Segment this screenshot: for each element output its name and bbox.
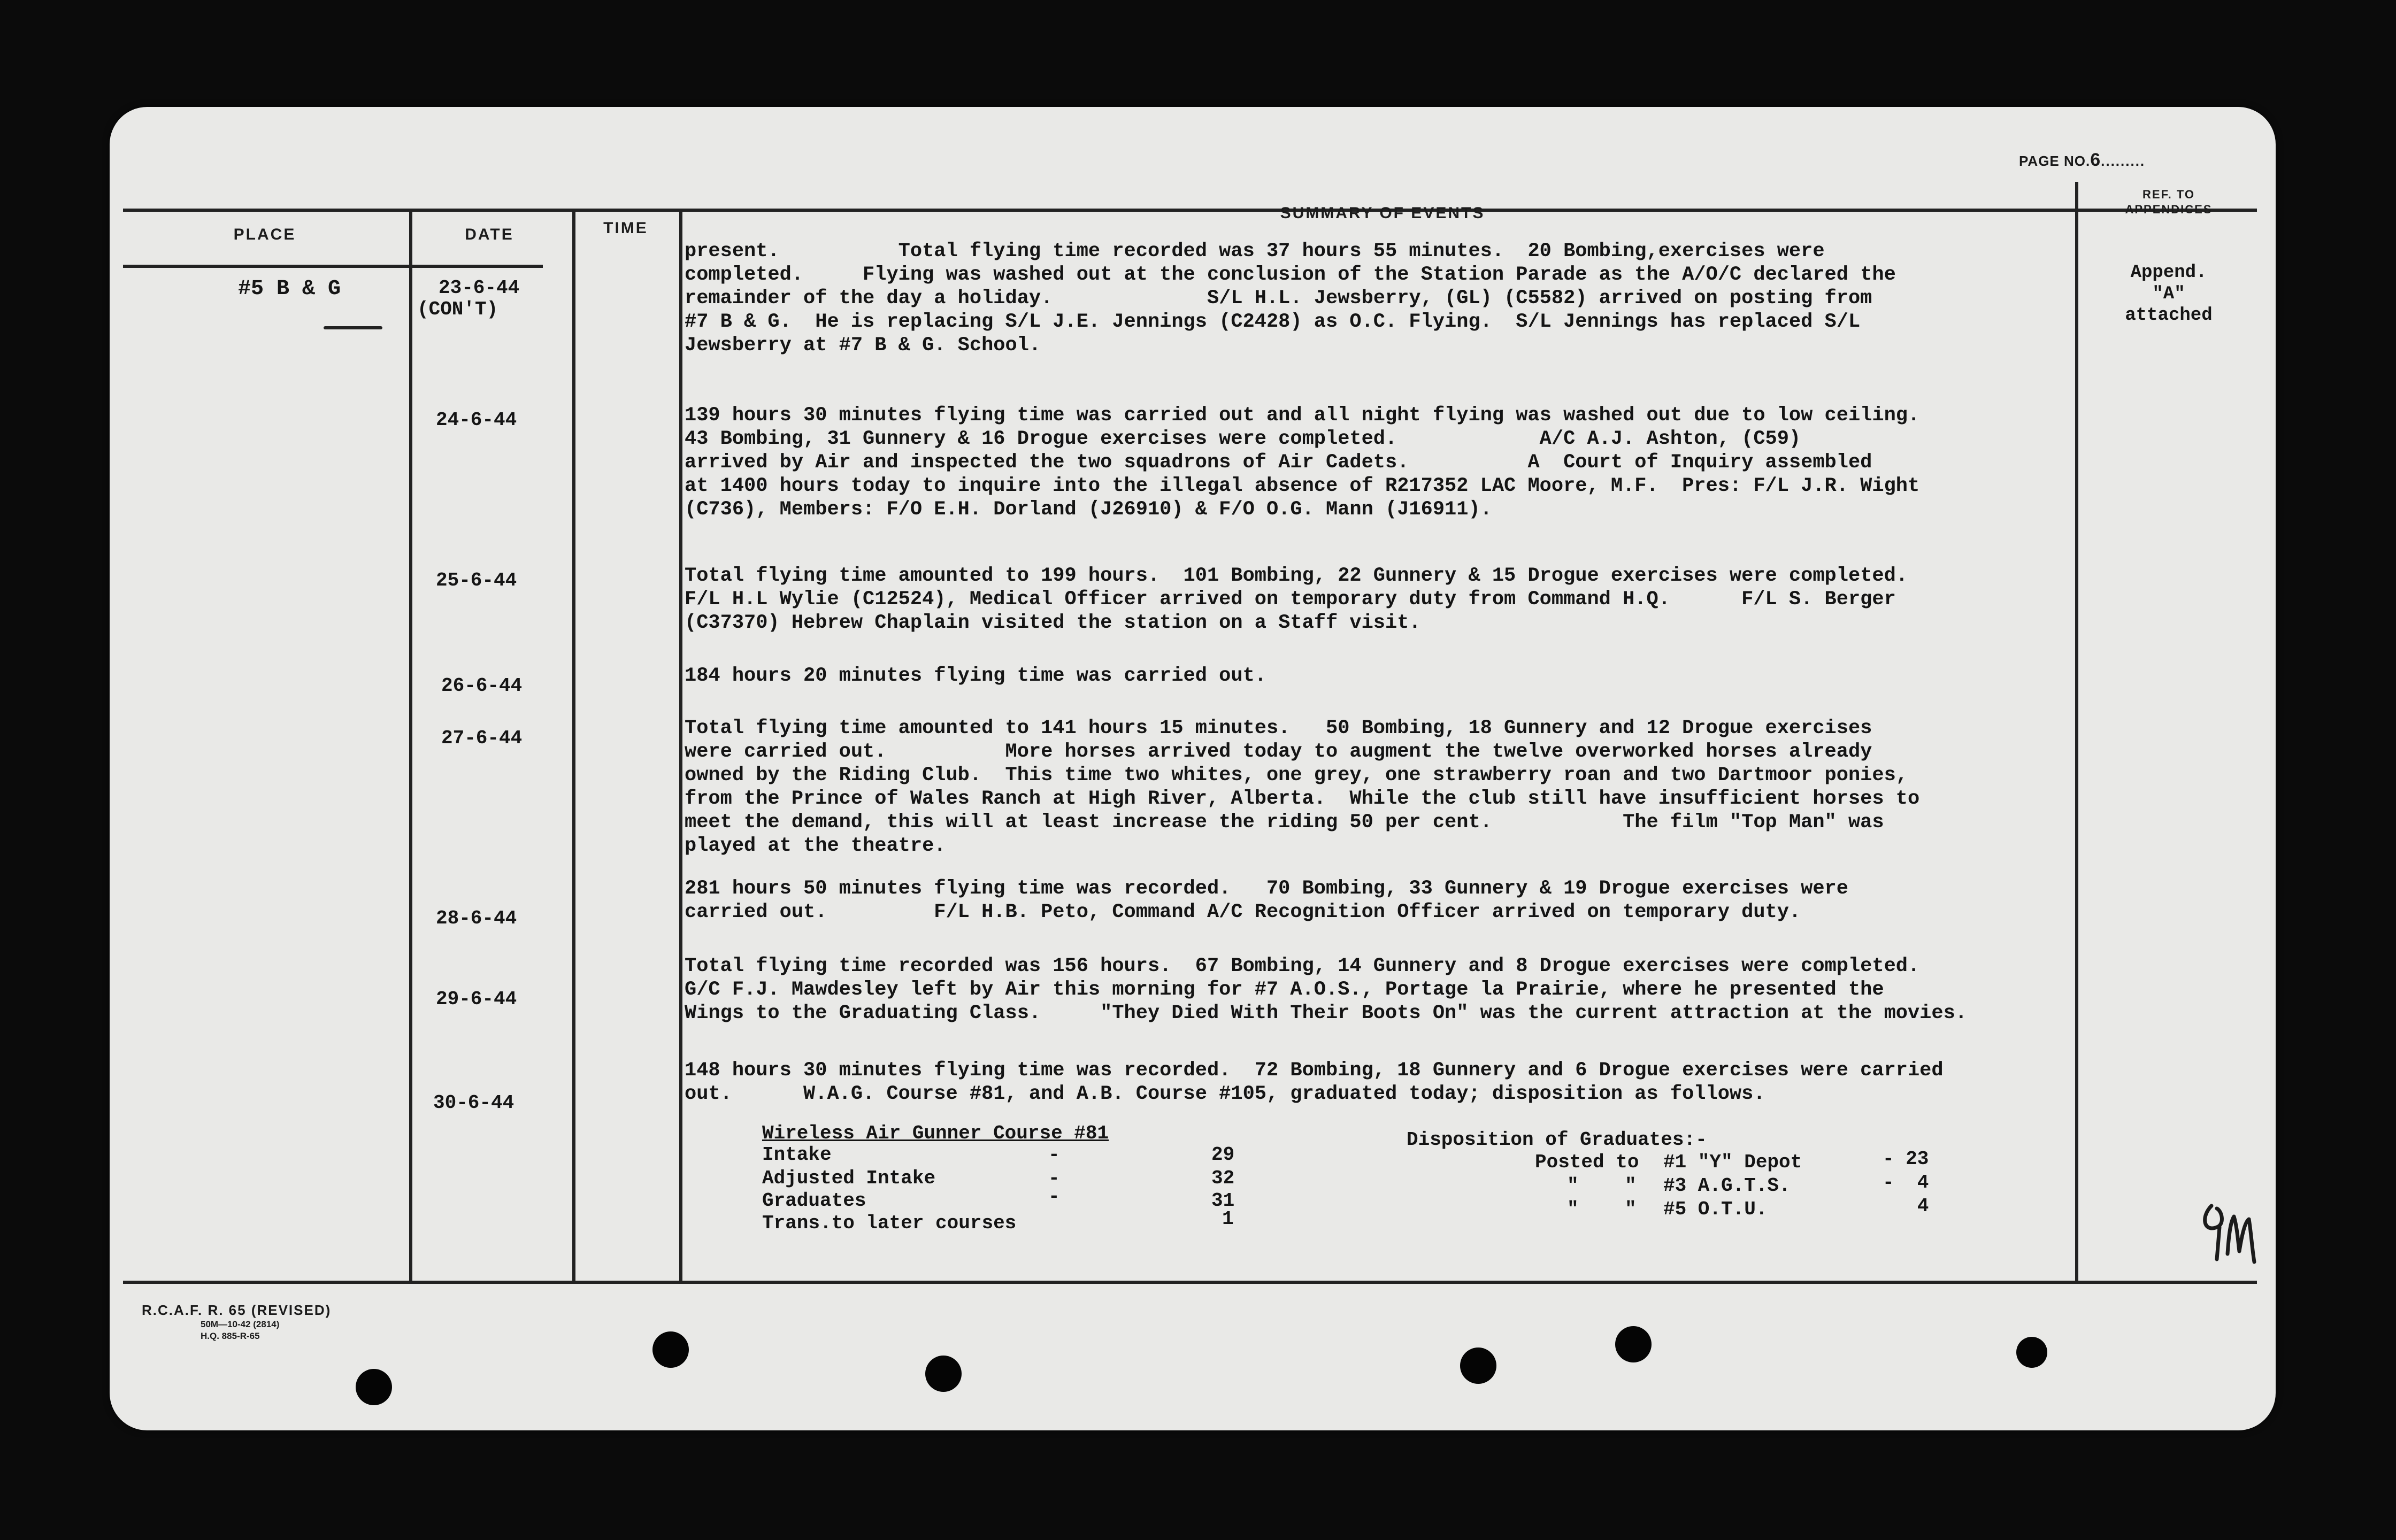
entry-line: Total flying time recorded was 156 hours. 67 Bombing, 14 Gunnery and 8 Drogue exercises were completed. xyxy=(685,955,1920,977)
form-identifier-main: R.C.A.F. R. 65 (REVISED) xyxy=(142,1302,332,1318)
course-row-label: Intake xyxy=(762,1144,832,1166)
date-23-6-44: 23-6-44 xyxy=(439,277,520,299)
entry-line: Wings to the Graduating Class. "They Died With Their Boots On" was the current attraction at the movies. xyxy=(685,1002,1967,1025)
appendix-reference xyxy=(2083,262,2254,326)
entry-28-6-44 xyxy=(685,877,2070,924)
disposition-row-prefix: Posted to xyxy=(1535,1151,1639,1173)
course-row-dash: - xyxy=(1048,1144,1060,1166)
course-row-dash: - xyxy=(1048,1167,1060,1189)
course-row-value: 32 xyxy=(1211,1167,1235,1189)
entry-29-6-44 xyxy=(685,954,2070,1025)
date-26-6-44: 26-6-44 xyxy=(441,675,523,697)
summary-ref-divider xyxy=(2075,182,2078,1283)
entry-23-6-44 xyxy=(685,240,2070,357)
date-30-6-44: 30-6-44 xyxy=(433,1092,514,1114)
column-header-ref xyxy=(2083,187,2254,217)
date-continued: (CON'T) xyxy=(417,298,498,320)
course-row-value: 1 xyxy=(1222,1208,1234,1230)
disposition-row-destination: #3 A.G.T.S. xyxy=(1663,1175,1791,1197)
record-card xyxy=(110,107,2276,1430)
entry-line: carried out. F/L H.B. Peto, Command A/C Recognition Officer arrived on temporary duty. xyxy=(685,901,1801,923)
entry-line: 281 hours 50 minutes flying time was recorded. 70 Bombing, 33 Gunnery & 19 Drogue exercises were xyxy=(685,877,1848,900)
column-header-time: TIME xyxy=(603,219,648,237)
entry-line: 43 Bombing, 31 Gunnery & 16 Drogue exercises were completed. A/C A.J. Ashton, (C59) xyxy=(685,428,1801,450)
date-29-6-44: 29-6-44 xyxy=(436,988,517,1010)
form-identifier-line-3: H.Q. 885-R-65 xyxy=(201,1331,260,1341)
disposition-row-value: 4 xyxy=(1883,1195,1929,1217)
entry-line: played at the theatre. xyxy=(685,835,946,857)
course-row-label: Adjusted Intake xyxy=(762,1167,936,1189)
punch-hole xyxy=(1460,1348,1496,1384)
disposition-row-prefix: " " xyxy=(1567,1175,1637,1197)
date-28-6-44: 28-6-44 xyxy=(436,907,517,929)
course-row-label: Trans.to later courses xyxy=(762,1212,1017,1234)
punch-hole xyxy=(652,1331,689,1368)
entry-line: #7 B & G. He is replacing S/L J.E. Jennings (C2428) as O.C. Flying. S/L Jennings has replaced S/L xyxy=(685,311,1861,333)
entry-line: meet the demand, this will at least increase the riding 50 per cent. The film "Top Man" was xyxy=(685,811,1884,834)
entry-line: G/C F.J. Mawdesley left by Air this morning for #7 A.O.S., Portage la Prairie, where he presented the xyxy=(685,979,1884,1001)
entry-line: owned by the Riding Club. This time two whites, one grey, one strawberry roan and two Dartmoor ponies, xyxy=(685,764,1908,787)
entry-line: remainder of the day a holiday. S/L H.L. Jewsberry, (GL) (C5582) arrived on posting from xyxy=(685,287,1872,310)
page-number: 6 xyxy=(2090,150,2101,170)
column-header-place: PLACE xyxy=(233,226,296,243)
handwritten-initials xyxy=(2195,1195,2265,1270)
date-time-divider xyxy=(572,209,575,1283)
entry-line: Jewsberry at #7 B & G. School. xyxy=(685,334,1041,357)
place-date-divider xyxy=(409,209,412,1283)
entry-line: were carried out. More horses arrived today to augment the twelve overworked horses already xyxy=(685,741,1872,763)
header-bottom-rule xyxy=(123,265,543,268)
date-27-6-44: 27-6-44 xyxy=(441,727,523,749)
entry-line: Total flying time amounted to 199 hours. 101 Bombing, 22 Gunnery & 15 Drogue exercises were completed. xyxy=(685,565,1908,587)
appendix-line-1: Append. xyxy=(2130,263,2207,283)
entry-line: F/L H.L Wylie (C12524), Medical Officer arrived on temporary duty from Command H.Q. F/L S. Berger xyxy=(685,588,1896,611)
entry-line: (C736), Members: F/O E.H. Dorland (J26910) & F/O O.G. Mann (J16911). xyxy=(685,498,1492,521)
punch-hole xyxy=(1615,1326,1652,1362)
date-25-6-44: 25-6-44 xyxy=(436,569,517,591)
place-value: #5 B & G xyxy=(238,277,341,301)
pen-underline-mark xyxy=(324,326,382,329)
disposition-title: Disposition of Graduates:- xyxy=(1407,1129,1707,1151)
entry-line: completed. Flying was washed out at the conclusion of the Station Parade as the A/O/C declared the xyxy=(685,264,1896,286)
entry-26-6-44 xyxy=(685,664,2070,688)
entry-line: 148 hours 30 minutes flying time was recorded. 72 Bombing, 18 Gunnery and 6 Drogue exercises were carried xyxy=(685,1059,1944,1082)
entry-24-6-44 xyxy=(685,404,2070,521)
course-row-label: Graduates xyxy=(762,1190,866,1212)
entry-line: 139 hours 30 minutes flying time was carried out and all night flying was washed out due to low ceiling. xyxy=(685,404,1920,427)
disposition-row-value: - 23 xyxy=(1883,1148,1929,1170)
appendix-line-3: attached xyxy=(2125,305,2213,326)
entry-27-6-44 xyxy=(685,717,2070,858)
course-row-value: 31 xyxy=(1211,1190,1235,1212)
bottom-rule xyxy=(123,1281,2257,1284)
disposition-row-destination: #1 "Y" Depot xyxy=(1663,1151,1802,1173)
entry-line: Total flying time amounted to 141 hours 15 minutes. 50 Bombing, 18 Gunnery and 12 Drogue exercises xyxy=(685,717,1872,740)
disposition-row-prefix: " " xyxy=(1567,1198,1637,1220)
course-row-value: 29 xyxy=(1211,1144,1235,1166)
time-summary-divider xyxy=(679,209,682,1283)
page-label: PAGE NO. xyxy=(2019,153,2091,169)
punch-hole xyxy=(356,1369,392,1405)
course-table-title: Wireless Air Gunner Course #81 xyxy=(762,1122,1109,1144)
appendix-line-2: "A" xyxy=(2152,284,2185,304)
punch-hole xyxy=(925,1356,962,1392)
ref-header-line-1: REF. TO xyxy=(2142,188,2195,201)
entry-line: (C37370) Hebrew Chaplain visited the station on a Staff visit. xyxy=(685,612,1421,634)
entry-line: 184 hours 20 minutes flying time was carried out. xyxy=(685,665,1266,687)
entry-line: present. Total flying time recorded was 37 hours 55 minutes. 20 Bombing,exercises were xyxy=(685,240,1825,263)
form-identifier xyxy=(142,1302,331,1342)
ref-header-line-2: APPENDICES xyxy=(2125,203,2213,216)
entry-line: at 1400 hours today to inquire into the illegal absence of R217352 LAC Moore, M.F. Pres: F/L J.R. Wight xyxy=(685,475,1920,497)
entry-line: out. W.A.G. Course #81, and A.B. Course #105, graduated today; disposition as follows. xyxy=(685,1083,1765,1105)
disposition-row-destination: #5 O.T.U. xyxy=(1663,1198,1768,1220)
entry-line: from the Prince of Wales Ranch at High River, Alberta. While the club still have insufficient horses to xyxy=(685,788,1920,810)
column-header-date: DATE xyxy=(465,226,514,243)
form-identifier-line-2: 50M—10-42 (2814) xyxy=(201,1319,280,1329)
date-24-6-44: 24-6-44 xyxy=(436,409,517,431)
column-header-summary: SUMMARY OF EVENTS xyxy=(1280,204,1485,222)
course-row-dash: - xyxy=(1048,1185,1060,1207)
page-number-label xyxy=(2019,150,2145,171)
disposition-row-value: - 4 xyxy=(1883,1172,1929,1194)
punch-hole xyxy=(2016,1337,2047,1368)
page-number-dots: ......... xyxy=(2101,153,2146,169)
entry-line: arrived by Air and inspected the two squadrons of Air Cadets. A Court of Inquiry assembled xyxy=(685,451,1872,474)
entry-30-6-44 xyxy=(685,1059,2070,1106)
entry-25-6-44 xyxy=(685,564,2070,635)
